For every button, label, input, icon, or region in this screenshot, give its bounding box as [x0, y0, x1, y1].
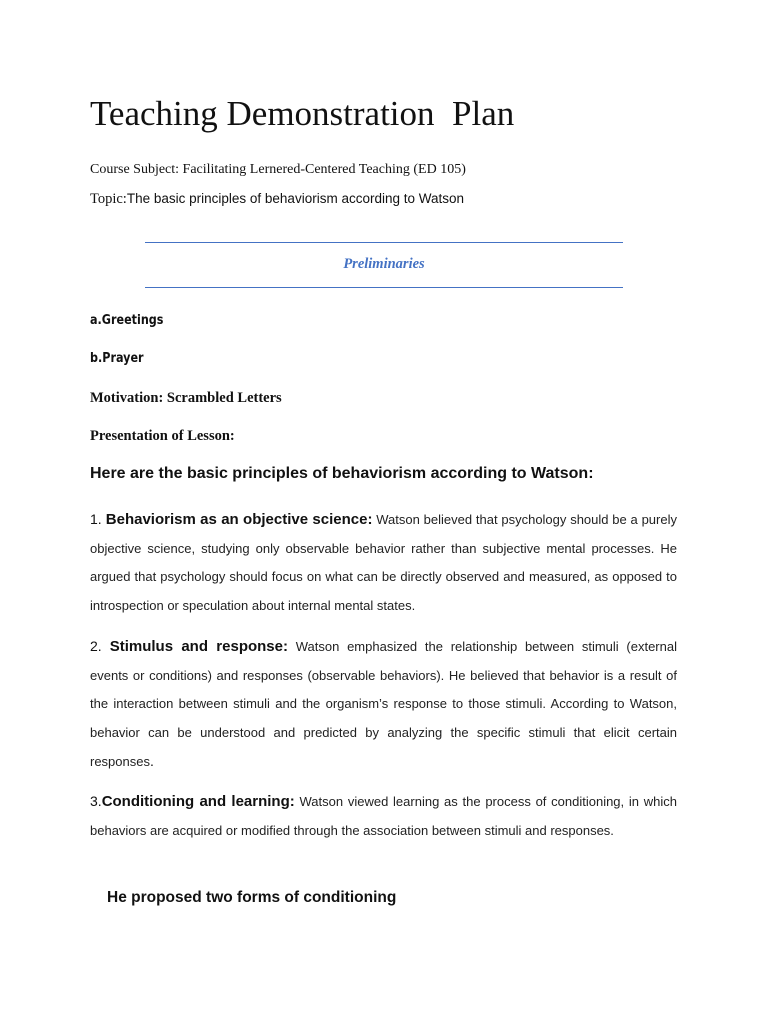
principle-colon: :	[367, 511, 373, 528]
topic-line	[90, 191, 464, 208]
divider-bottom	[145, 287, 623, 288]
principle-colon: :	[289, 793, 295, 810]
section-header-preliminaries: Preliminaries	[343, 256, 425, 272]
principle-end: .	[149, 753, 154, 769]
principle-text: Watson viewed learning as the process of conditioning, in which behaviors are acquired or modified through the association between stimuli and responses.	[90, 794, 677, 838]
divider-top	[145, 242, 623, 243]
conditioning-heading: He proposed two forms of conditioning	[107, 889, 397, 906]
principles-heading: Here are the basic principles of behaviorism according to Watson:	[90, 465, 594, 482]
principle-number: 3.	[90, 793, 102, 809]
principle-text: Watson believed that psychology should be a purely objective science, studying only observable behavior rather than subjective mental processes. He argued that psychology should focus on what can be directly observed and measured, as opposed to introspection or speculation about internal mental states.	[90, 512, 677, 613]
motivation-line: Motivation: Scrambled Letters	[90, 390, 282, 406]
prayer-item: b.Prayer	[90, 351, 144, 366]
principle-paragraph-2	[90, 632, 677, 777]
principle-paragraph-1	[90, 505, 677, 620]
principle-text: Watson emphasized the relationship between stimuli (external events or conditions) and responses (observable behaviors). He believed that behavior is a result of the interaction between stimuli and the organism’s response to those stimuli. According to Watson, behavior can be understood and predicted by analyzing the specific stimuli that elicit certain responses	[90, 639, 677, 769]
course-subject-label: Course Subject	[90, 162, 176, 177]
principle-term: Behaviorism as an objective science	[105, 511, 368, 528]
topic-value: The basic principles of behaviorism according to Watson	[126, 191, 465, 206]
presentation-line: Presentation of Lesson:	[90, 428, 235, 444]
greetings-item: a.Greetings	[90, 313, 164, 328]
principle-number: 1.	[90, 511, 106, 527]
topic-label: Topic:	[90, 191, 127, 207]
principle-colon: :	[283, 638, 288, 655]
principle-term: Stimulus and response	[109, 638, 283, 655]
principle-number: 2.	[90, 638, 110, 654]
document-title: Teaching Demonstration Plan	[90, 94, 515, 133]
principle-term: Conditioning and learning	[101, 793, 290, 810]
course-subject-value: : Facilitating Lernered-Centered Teaching (ED 105)	[175, 162, 466, 177]
course-subject-line	[90, 162, 466, 178]
principle-paragraph-3	[90, 787, 677, 845]
